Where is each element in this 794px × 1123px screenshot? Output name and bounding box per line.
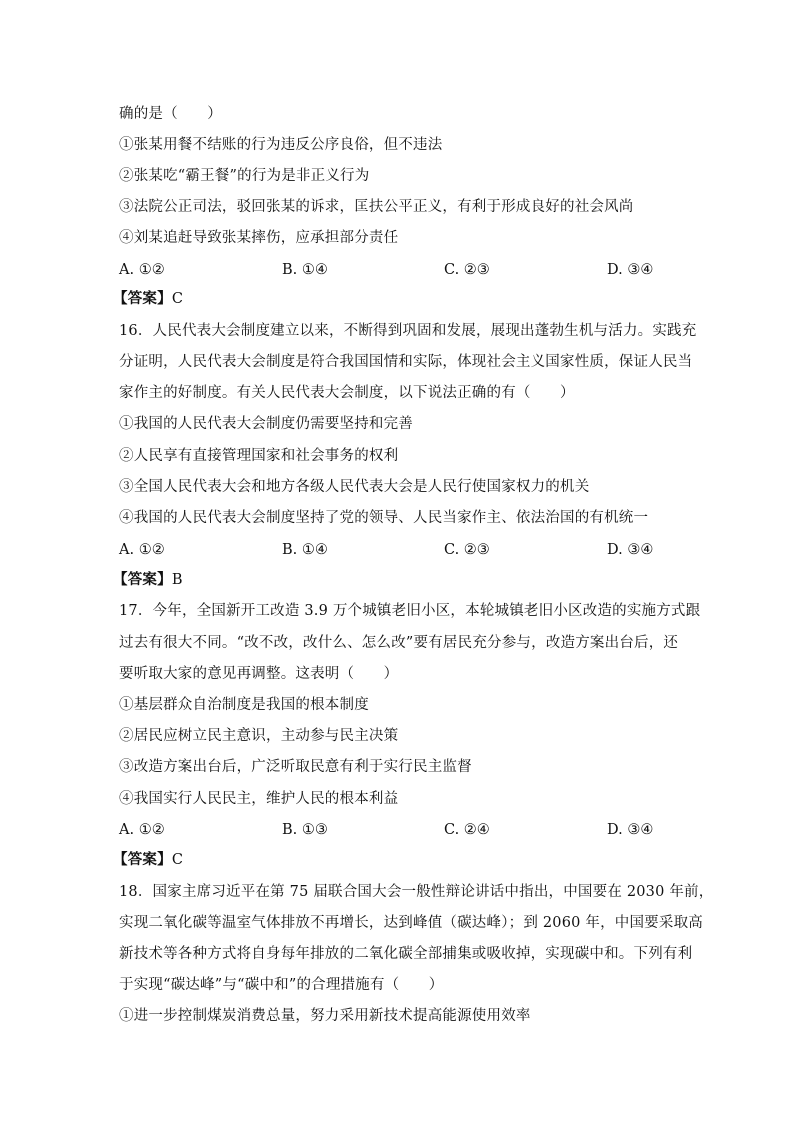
- q18-stem-line-2: 实现二氧化碳等温室气体排放不再增长，达到峰值（碳达峰）；到 2060 年，中国要采取高: [119, 915, 703, 931]
- q18-stem-line-4: 于实现“碳达峰”与“碳中和”的合理措施有（ ）: [119, 977, 444, 993]
- q16-answer-label: 【答案】: [113, 571, 172, 588]
- q15-option-b: B. ①④: [282, 262, 328, 278]
- q17-stem-line-3: 要听取大家的意见再调整。这表明（ ）: [119, 666, 399, 682]
- q17-options: [119, 820, 679, 840]
- q17-stem-line-2: 过去有很大不同。“改不改，改什么、怎么改”要有居民充分参与，改造方案出台后，还: [119, 635, 679, 651]
- q16-option-c: C. ②③: [444, 542, 490, 558]
- q17-option-d: D. ③④: [607, 822, 654, 838]
- q16-answer-value: B: [171, 572, 183, 588]
- q18-statement-1: ①进一步控制煤炭消费总量，努力采用新技术提高能源使用效率: [119, 1008, 531, 1024]
- q17-answer: [113, 850, 183, 870]
- q16-statement-2: ②人民享有直接管理国家和社会事务的权利: [119, 448, 399, 464]
- q18-stem-line-3: 新技术等各种方式将自身每年排放的二氧化碳全部捕集或吸收掉，实现碳中和。下列有利: [119, 946, 693, 962]
- q15-answer-label: 【答案】: [113, 290, 172, 307]
- q15-option-a: A. ①②: [119, 262, 165, 278]
- q16-statement-3: ③全国人民代表大会和地方各级人民代表大会是人民行使国家权力的机关: [119, 479, 590, 495]
- q17-statement-2: ②居民应树立民主意识，主动参与民主决策: [119, 728, 399, 744]
- q16-statement-4: ④我国的人民代表大会制度坚持了党的领导、人民当家作主、依法治国的有机统一: [119, 510, 649, 526]
- q15-statement-1: ①张某用餐不结账的行为违反公序良俗，但不违法: [119, 137, 443, 153]
- q15-statement-3: ③法院公正司法，驳回张某的诉求，匡扶公平正义，有利于形成良好的社会风尚: [119, 199, 634, 215]
- q15-option-d: D. ③④: [607, 262, 654, 278]
- q15-stem-tail: 确的是（ ）: [119, 106, 222, 122]
- q16-statement-1: ①我国的人民代表大会制度仍需要坚持和完善: [119, 416, 413, 432]
- q17-stem-line-1: 17．今年，全国新开工改造 3.9 万个城镇老旧小区，本轮城镇老旧小区改造的实施方式跟: [119, 603, 701, 619]
- q15-options: [119, 260, 679, 280]
- q16-options: [119, 540, 679, 560]
- q17-option-b: B. ①③: [282, 822, 328, 838]
- q15-statement-2: ②张某吃“霸王餐”的行为是非正义行为: [119, 168, 370, 184]
- q17-option-c: C. ②④: [444, 822, 490, 838]
- q15-statement-4: ④刘某追赶导致张某摔伤，应承担部分责任: [119, 230, 399, 246]
- q15-answer-value: C: [171, 291, 184, 307]
- q17-statement-3: ③改造方案出台后，广泛听取民意有利于实行民主监督: [119, 759, 472, 775]
- q16-option-d: D. ③④: [607, 542, 654, 558]
- q17-option-a: A. ①②: [119, 822, 165, 838]
- q16-option-a: A. ①②: [119, 542, 165, 558]
- q16-option-b: B. ①④: [282, 542, 328, 558]
- q18-stem-line-1: 18．国家主席习近平在第 75 届联合国大会一般性辩论讲话中指出，中国要在 2030 年前，: [119, 884, 714, 900]
- q16-answer: [113, 570, 183, 590]
- q16-stem-line-1: 16．人民代表大会制度建立以来，不断得到巩固和发展，展现出蓬勃生机与活力。实践充: [119, 323, 697, 339]
- q15-answer: [113, 289, 183, 309]
- q17-answer-label: 【答案】: [113, 851, 172, 868]
- q17-statement-4: ④我国实行人民民主，维护人民的根本利益: [119, 791, 399, 807]
- q17-statement-1: ①基层群众自治制度是我国的根本制度: [119, 697, 369, 713]
- q16-stem-line-2: 分证明，人民代表大会制度是符合我国国情和实际，体现社会主义国家性质，保证人民当: [119, 354, 693, 370]
- q16-stem-line-3: 家作主的好制度。有关人民代表大会制度，以下说法正确的有（ ）: [119, 385, 575, 401]
- q15-option-c: C. ②③: [444, 262, 490, 278]
- q17-answer-value: C: [171, 852, 184, 868]
